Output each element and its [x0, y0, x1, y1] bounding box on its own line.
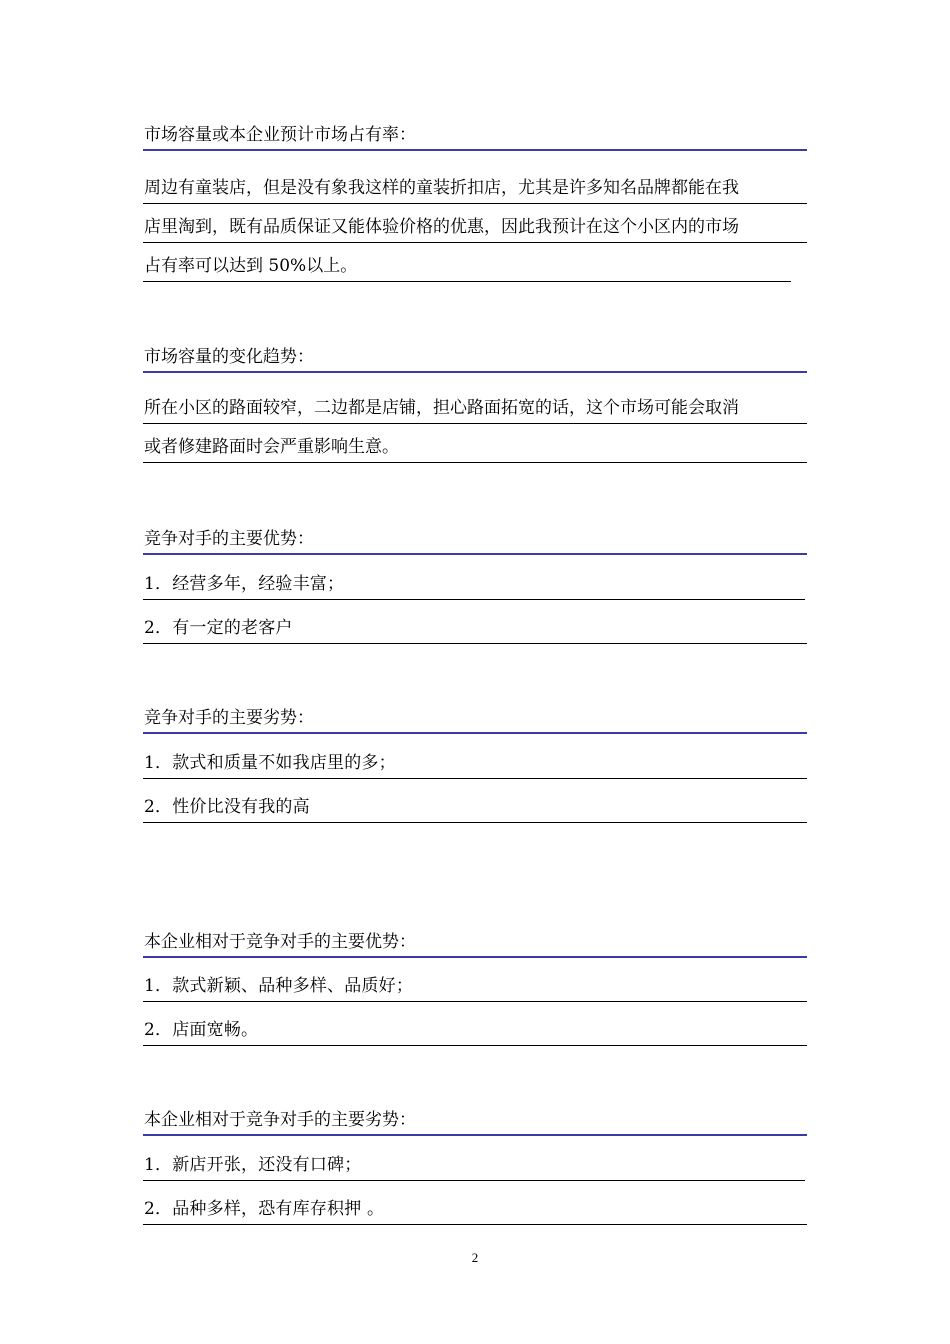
heading-market-share: 市场容量或本企业预计市场占有率：: [143, 120, 807, 151]
market-share-line-1: 周边有童装店，但是没有象我这样的童装折扣店，尤其是许多知名品牌都能在我: [143, 173, 807, 204]
heading-our-strengths: 本企业相对于竞争对手的主要优势：: [143, 927, 807, 958]
market-trend-line-2: 或者修建路面时会严重影响生意。: [143, 432, 807, 463]
market-trend-line-1: 所在小区的路面较窄，二边都是店铺，担心路面拓宽的话，这个市场可能会取消: [143, 393, 807, 424]
heading-our-weaknesses: 本企业相对于竞争对手的主要劣势：: [143, 1105, 807, 1136]
our-weakness-item-1: 1．新店开张，还没有口碑；: [143, 1150, 805, 1181]
competitor-strength-item-1: 1．经营多年，经验丰富；: [143, 569, 805, 600]
market-share-line-2: 店里淘到，既有品质保证又能体验价格的优惠，因此我预计在这个小区内的市场: [143, 212, 807, 243]
heading-competitor-weaknesses: 竞争对手的主要劣势：: [143, 703, 807, 734]
heading-market-trend: 市场容量的变化趋势：: [143, 342, 807, 373]
our-strength-item-2: 2．店面宽畅。: [143, 1015, 807, 1046]
heading-competitor-strengths: 竞争对手的主要优势：: [143, 524, 807, 555]
page-number: 2: [471, 1250, 479, 1265]
competitor-weakness-item-2: 2．性价比没有我的高: [143, 792, 807, 823]
our-strength-item-1: 1．款式新颖、品种多样、品质好；: [143, 971, 807, 1002]
our-weakness-item-2: 2．品种多样，恐有库存积押 。: [143, 1194, 807, 1225]
market-share-line-3: 占有率可以达到 50%以上。: [143, 251, 791, 282]
competitor-weakness-item-1: 1．款式和质量不如我店里的多；: [143, 748, 807, 779]
competitor-strength-item-2: 2．有一定的老客户: [143, 613, 807, 644]
